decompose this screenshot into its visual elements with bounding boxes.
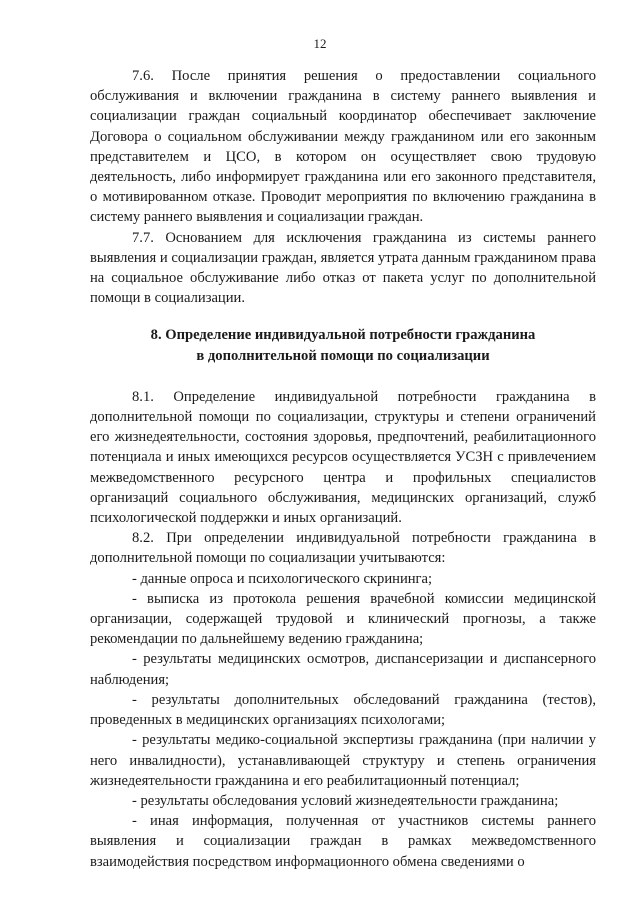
section-8-heading-line-1: 8. Определение индивидуальной потребности гражданина: [150, 327, 536, 344]
list-item-protocol-extract: - выписка из протокола решения врачебной комиссии медицинской организации, содержащей трудовой и клинический прогнозы, а также рекомендации по дальнейшему ведению гражданина;: [90, 590, 596, 648]
page-number: 12: [313, 36, 327, 51]
list-item-other-information: - иная информация, полученная от участников системы раннего выявления и социализации граждан в рамках межведомственного взаимодействия посредством информационного обмена сведениями о: [90, 813, 596, 870]
paragraph-8-2: 8.2. При определении индивидуальной потребности гражданина в дополнительной помощи по социализации учитываются:: [90, 530, 596, 567]
list-item-additional-tests: - результаты дополнительных обследований гражданина (тестов), проведенных в медицинских организациях психологами;: [90, 691, 596, 729]
section-8-heading: [90, 325, 596, 365]
document-body: [90, 66, 596, 872]
paragraph-7-7: 7.7. Основанием для исключения гражданина из системы раннего выявления и социализации граждан, является утрата данным гражданином права на социальное обслуживание либо отказ от пакета услуг по дополнительной помощи в социализации.: [90, 229, 596, 307]
section-8-heading-line-2: в дополнительной помощи по социализации: [196, 347, 490, 364]
list-item-mse-results: - результаты медико-социальной экспертизы гражданина (при наличии у него инвалидности), устанавливающей структуру и степень ограничения жизнедеятельности гражданина и его реабилитационный потенциал;: [90, 732, 596, 789]
list-item-survey: - данные опроса и психологического скрининга;: [132, 570, 433, 587]
list-item-living-conditions: - результаты обследования условий жизнедеятельности гражданина;: [132, 792, 559, 809]
paragraph-8-1: 8.1. Определение индивидуальной потребности гражданина в дополнительной помощи по социализации, структуры и степени ограничений его жизнедеятельности, состояния здоровья, предпочтений, реабилитационного потенциала и иных имеющихся ресурсов осуществляется УСЗН с привлечением межведомственного ресурсного центра и профильных специалистов организаций социального обслуживания, медицинских организаций, служб психологической поддержки и иных организаций.: [90, 388, 596, 527]
list-item-medical-checkups: - результаты медицинских осмотров, диспансеризации и диспансерного наблюдения;: [90, 651, 596, 688]
paragraph-7-6: 7.6. После принятия решения о предоставлении социального обслуживания и включении гражданина в систему раннего выявления и социализации граждан социальный координатор обеспечивает заключение Договора о социальном обслуживании между гражданином или его законным представителем и ЦСО, в котором он осуществляет свою трудовую деятельность, либо информирует гражданина или его законного представителя, о мотивированном отказе. Проводит мероприятия по включению гражданина в систему раннего выявления и социализации граждан.: [90, 68, 596, 226]
